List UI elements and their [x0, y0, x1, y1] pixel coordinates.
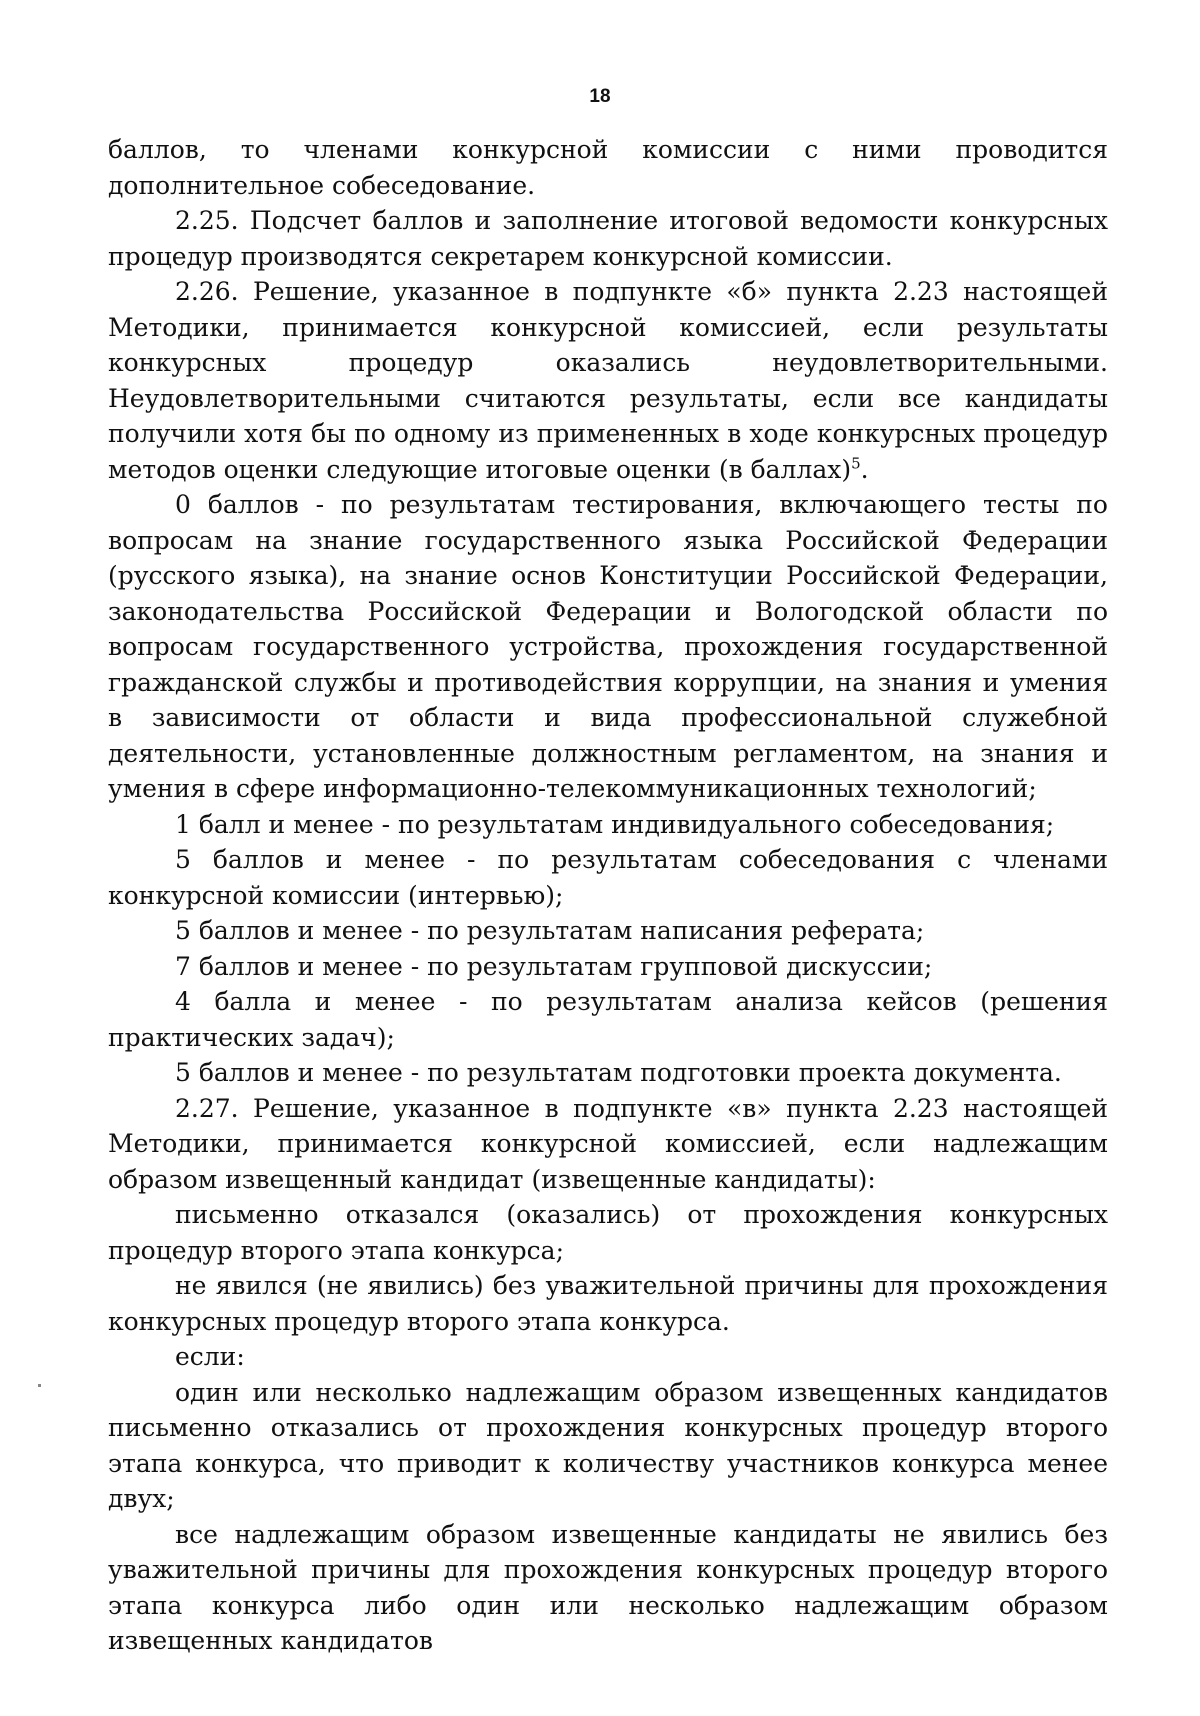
criterion-commission-interview: 5 баллов и менее - по результатам собеседования с членами конкурсной комиссии (интервью);: [108, 845, 1108, 910]
condition-fewer-than-two: один или несколько надлежащим образом извещенных кандидатов письменно отказались от прохождения конкурсных процедур второго этапа конкурса, что приводит к количеству участников конкурса менее двух;: [108, 1377, 1108, 1513]
criterion-individual-interview: 1 балл и менее - по результатам индивидуального собеседования;: [175, 809, 1055, 839]
criterion-document-draft: 5 баллов и менее - по результатам подготовки проекта документа.: [175, 1058, 1062, 1087]
page-number: 18: [589, 86, 611, 107]
paragraph-2-26: [108, 274, 1108, 487]
paragraph-continuation: баллов, то членами конкурсной комиссии с ними проводится дополнительное собеседование.: [108, 135, 1108, 200]
criterion-group-discussion: 7 баллов и менее - по результатам групповой дискуссии;: [175, 951, 933, 981]
footnote-reference-punctuation: .: [860, 454, 869, 484]
paragraph-2-25: 2.25. Подсчет баллов и заполнение итоговой ведомости конкурсных процедур производятся секретарем конкурсной комиссии.: [108, 206, 1108, 271]
footnote-reference: 5: [851, 454, 861, 473]
document-body: [108, 132, 1108, 1659]
paragraph-2-26-text: 2.26. Решение, указанное в подпункте «б» пункта 2.23 настоящей Методики, принимается конкурсной комиссией, если результаты конкурсных процедур оказались неудовлетворительными. Неудовлетворительными считаются результаты, если все кандидаты получили хотя бы по одному из примененных в ходе конкурсных процедур методов оценки следующие итоговые оценки (в баллах): [108, 277, 1108, 484]
condition-if-label: если:: [175, 1342, 245, 1371]
condition-written-refusal: письменно отказался (оказались) от прохождения конкурсных процедур второго этапа конкурса;: [108, 1200, 1108, 1265]
criterion-testing: 0 баллов - по результатам тестирования, включающего тесты по вопросам на знание государственного языка Российской Федерации (русского языка), на знание основ Конституции Российской Федерации, законодательства Российской Федерации и Вологодской области по вопросам государственного устройства, прохождения государственной гражданской службы и противодействия коррупции, на знания и умения в зависимости от области и вида профессиональной служебной деятельности, установленные должностным регламентом, на знания и умения в сфере информационно-телекоммуникационных технологий;: [108, 490, 1108, 803]
criterion-essay: 5 баллов и менее - по результатам написания реферата;: [175, 916, 925, 945]
scan-artifact-dot: [38, 1384, 41, 1387]
criterion-case-analysis: 4 балла и менее - по результатам анализа кейсов (решения практических задач);: [108, 987, 1108, 1052]
condition-no-show: не явился (не явились) без уважительной причины для прохождения конкурсных процедур второго этапа конкурса.: [108, 1271, 1108, 1336]
paragraph-2-27: 2.27. Решение, указанное в подпункте «в» пункта 2.23 настоящей Методики, принимается конкурсной комиссией, если надлежащим образом извещенный кандидат (извещенные кандидаты):: [108, 1093, 1108, 1194]
condition-all-absent: все надлежащим образом извещенные кандидаты не явились без уважительной причины для прохождения конкурсных процедур второго этапа конкурса либо один или несколько надлежащим образом извещенных кандидатов: [108, 1519, 1108, 1655]
